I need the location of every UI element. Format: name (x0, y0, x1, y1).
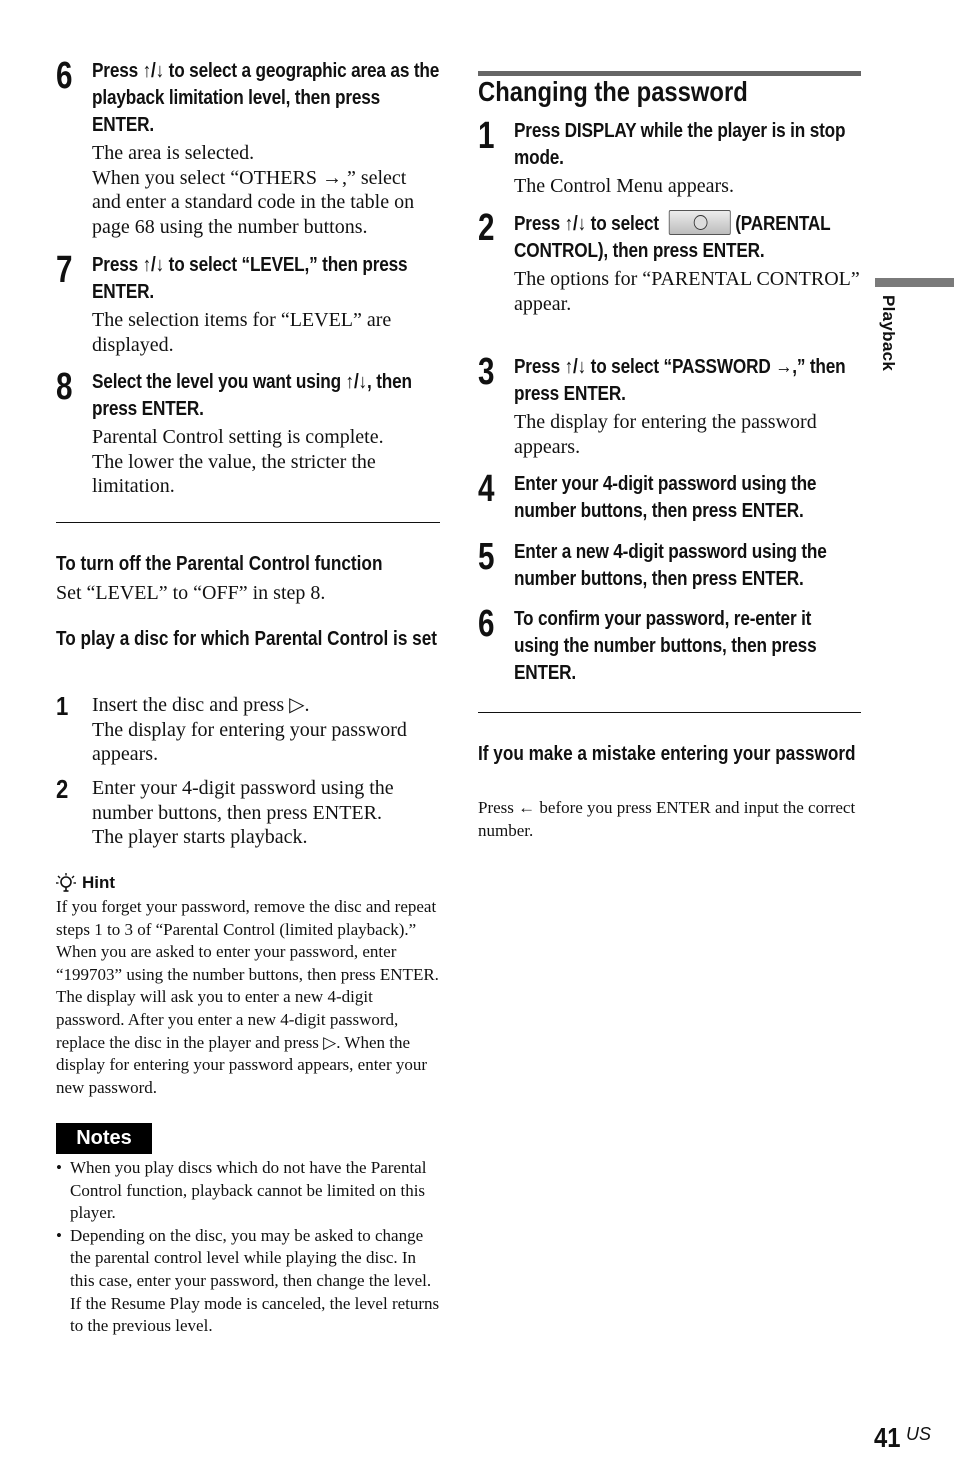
step-title: To confirm your password, re-enter it using the number buttons, then press ENTER. (514, 608, 817, 684)
mistake-text: Press ← before you press ENTER and input the correct number. (478, 798, 856, 840)
substep-number: 1 (56, 691, 69, 721)
step-7-select-level (56, 249, 440, 357)
step-text: The Control Menu appears. (514, 175, 734, 197)
step-text: Parental Control setting is complete. The lower the value, the stricter the limitation. (92, 426, 384, 497)
note-item: • When you play discs which do not have the Parental Control function, playback cannot be limited on this player. (56, 1157, 440, 1225)
step-title-part: (PARENTAL CONTROL), then press ENTER. (514, 213, 831, 262)
turn-off-text: Set “LEVEL” to “OFF” in step 8. (56, 582, 326, 604)
step-number: 6 (56, 55, 73, 97)
pw-step-6 (478, 603, 861, 687)
step-8-select-level-value (56, 366, 440, 499)
pw-step-4 (478, 468, 861, 525)
page-suffix: US (906, 1424, 932, 1444)
pw-step-1 (478, 115, 861, 199)
lock-icon (694, 215, 708, 230)
step-title: Press ↑/↓ to select a geographic area as the playback limitation level, then press ENTER. (92, 60, 440, 136)
step-title-part: Press ↑/↓ to select (514, 213, 659, 235)
step-text: The area is selected. When you select “OTHERS →,” select and enter a standard code in the table on page 68 using the number buttons. (92, 142, 415, 238)
hint-heading (56, 873, 115, 893)
lightbulb-icon (56, 873, 76, 893)
notes-badge: Notes (56, 1123, 152, 1154)
substep-number: 2 (56, 774, 69, 804)
step-title: Press ↑/↓ to select “LEVEL,” then press ENTER. (92, 254, 408, 303)
substep-text: Enter your 4-digit password using the number buttons, then press ENTER. The player starts playback. (92, 777, 394, 848)
step-title: Press DISPLAY while the player is in stop mode. (514, 120, 846, 169)
step-number: 7 (56, 249, 73, 291)
step-title: Press ↑/↓ to select “PASSWORD →,” then press ENTER. (514, 356, 846, 405)
step-title (514, 210, 860, 265)
play-disc-substep-1 (56, 693, 440, 767)
pw-step-2 (478, 207, 861, 316)
page-number: 41 (874, 1422, 901, 1453)
pw-step-5 (478, 536, 861, 593)
step-title: Enter a new 4-digit password using the number buttons, then press ENTER. (514, 541, 827, 590)
parental-control-icon (669, 210, 731, 235)
substep-text: Insert the disc and press ▷. The display for entering your password appears. (92, 694, 407, 765)
mistake-heading: If you make a mistake entering your password (478, 743, 856, 765)
step-number: 4 (478, 468, 495, 510)
step-title: Select the level you want using ↑/↓, then press ENTER. (92, 371, 412, 420)
section-divider (56, 522, 440, 523)
step-text: The options for “PARENTAL CONTROL” appear. (514, 268, 860, 315)
side-tab-label: Playback (879, 295, 898, 372)
step-number: 6 (478, 603, 495, 645)
step-6-select-area (56, 55, 440, 239)
step-number: 1 (478, 115, 495, 157)
step-title: Enter your 4-digit password using the number buttons, then press ENTER. (514, 473, 817, 522)
step-number: 2 (478, 207, 495, 249)
section-divider (478, 712, 861, 713)
play-disc-substep-2 (56, 776, 440, 850)
step-text: The display for entering the password appears. (514, 411, 817, 458)
section-title: Changing the password (478, 76, 748, 107)
note-item: • Depending on the disc, you may be asked to change the parental control level while playing the disc. In this case, enter your password, then change the level. If the Resume Play mode is canceled, the level returns to the previous level. (56, 1225, 440, 1338)
step-number: 8 (56, 366, 73, 408)
step-text: The selection items for “LEVEL” are displayed. (92, 309, 392, 356)
step-number: 3 (478, 351, 495, 393)
pw-step-3 (478, 351, 861, 459)
play-disc-heading: To play a disc for which Parental Control is set (56, 628, 438, 650)
step-number: 5 (478, 536, 495, 578)
notes-list (56, 1157, 440, 1338)
hint-text: If you forget your password, remove the disc and repeat steps 1 to 3 of “Parental Control (limited playback).” When you are asked to enter your password, enter “199703” using the number buttons, then press ENTER. The display will ask you to enter a new 4-digit password. After you enter a new 4-digit password, replace the disc in the player and press ▷. When the display for entering your password appears, enter your new password. (56, 897, 439, 1097)
hint-label: Hint (82, 873, 116, 892)
turn-off-heading: To turn off the Parental Control function (56, 553, 383, 575)
side-tab-bar (875, 278, 954, 287)
